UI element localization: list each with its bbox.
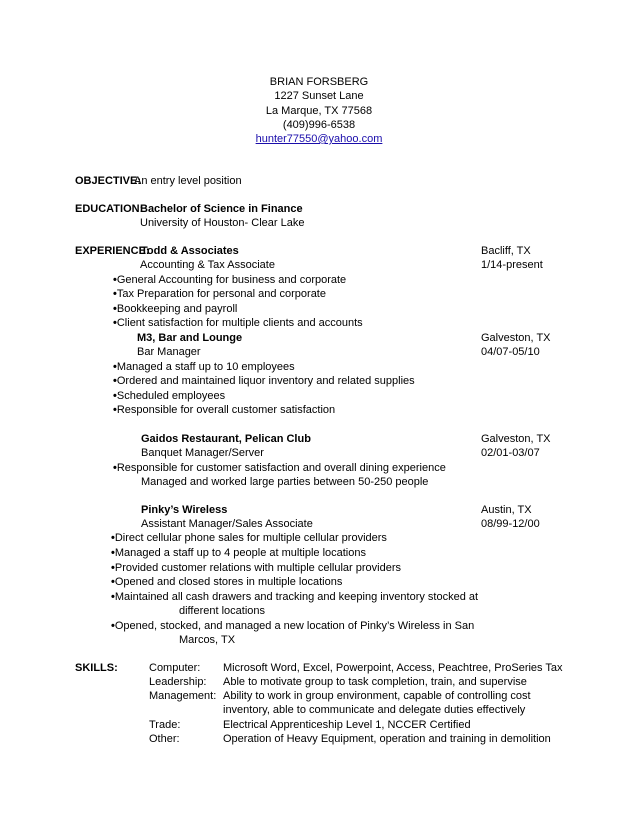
skill-category: Other: <box>149 733 180 745</box>
education-school: University of Houston- Clear Lake <box>140 217 305 229</box>
job-bullet: • Managed a staff up to 10 employees <box>113 360 295 374</box>
job-bullet: • Maintained all cash drawers and tracking and keeping inventory stocked at <box>111 590 478 604</box>
phone: (409)996-6538 <box>282 119 356 131</box>
skill-description: inventory, able to communicate and delegate duties effectively <box>223 704 526 716</box>
street-address: 1227 Sunset Lane <box>274 90 364 102</box>
job-bullet-continuation: different locations <box>179 605 266 617</box>
email-line <box>0 132 638 146</box>
job-location: Austin, TX <box>481 504 532 516</box>
email-link[interactable]: hunter77550@yahoo.com <box>255 133 383 145</box>
job-bullet: • Opened, stocked, and managed a new location of Pinky’s Wireless in San <box>111 619 474 633</box>
skill-description: Operation of Heavy Equipment, operation and training in demolition <box>223 733 551 745</box>
job-bullet: • Scheduled employees <box>113 389 225 403</box>
job-bullet: • Responsible for overall customer satisfaction <box>113 403 335 417</box>
job-extra-line: Managed and worked large parties between 50-250 people <box>141 476 429 488</box>
skill-description: Ability to work in group environment, capable of controlling cost <box>223 690 531 702</box>
skill-description: Electrical Apprenticeship Level 1, NCCER Certified <box>223 719 471 731</box>
skill-category: Computer: <box>149 662 201 674</box>
experience-label: EXPERIENCE: <box>75 245 150 257</box>
job-bullet: • Direct cellular phone sales for multiple cellular providers <box>111 531 387 545</box>
job-bullet: • General Accounting for business and corporate <box>113 273 346 287</box>
job-location: Bacliff, TX <box>481 245 531 257</box>
job-bullet: • Client satisfaction for multiple clients and accounts <box>113 316 363 330</box>
job-title: Banquet Manager/Server <box>141 447 264 459</box>
education-degree: Bachelor of Science in Finance <box>140 203 303 215</box>
skill-category: Management: <box>149 690 217 702</box>
job-bullet: • Responsible for customer satisfaction and overall dining experience <box>113 461 446 475</box>
job-location: Galveston, TX <box>481 433 551 445</box>
job-bullet: • Ordered and maintained liquor inventory and related supplies <box>113 374 415 388</box>
objective-label: OBJECTIVE: <box>75 175 142 187</box>
skill-description: Microsoft Word, Excel, Powerpoint, Access, Peachtree, ProSeries Tax <box>223 662 563 674</box>
job-bullet: • Tax Preparation for personal and corporate <box>113 287 326 301</box>
objective-text: An entry level position <box>134 175 242 187</box>
job-bullet-continuation: Marcos, TX <box>179 634 236 646</box>
skill-category: Leadership: <box>149 676 207 688</box>
job-dates: 04/07-05/10 <box>481 346 540 358</box>
job-employer: M3, Bar and Lounge <box>137 332 243 344</box>
job-dates: 08/99-12/00 <box>481 518 540 530</box>
job-location: Galveston, TX <box>481 332 551 344</box>
job-title: Accounting & Tax Associate <box>140 259 275 271</box>
job-bullet: • Opened and closed stores in multiple locations <box>111 575 342 589</box>
job-employer: Todd & Associates <box>141 245 239 257</box>
job-dates: 02/01-03/07 <box>481 447 540 459</box>
job-employer: Pinky’s Wireless <box>141 504 228 516</box>
education-label: EDUCATION: <box>75 203 144 215</box>
job-employer: Gaidos Restaurant, Pelican Club <box>141 433 311 445</box>
skill-category: Trade: <box>149 719 181 731</box>
name: BRIAN FORSBERG <box>269 76 369 88</box>
job-bullet: • Managed a staff up to 4 people at multiple locations <box>111 546 366 560</box>
job-bullet: • Bookkeeping and payroll <box>113 302 237 316</box>
job-title: Bar Manager <box>137 346 201 358</box>
city-state-zip: La Marque, TX 77568 <box>265 105 373 117</box>
skill-description: Able to motivate group to task completion, train, and supervise <box>223 676 527 688</box>
job-dates: 1/14-present <box>481 259 543 271</box>
skills-label: SKILLS: <box>75 662 118 674</box>
job-bullet: • Provided customer relations with multiple cellular providers <box>111 561 401 575</box>
job-title: Assistant Manager/Sales Associate <box>141 518 313 530</box>
